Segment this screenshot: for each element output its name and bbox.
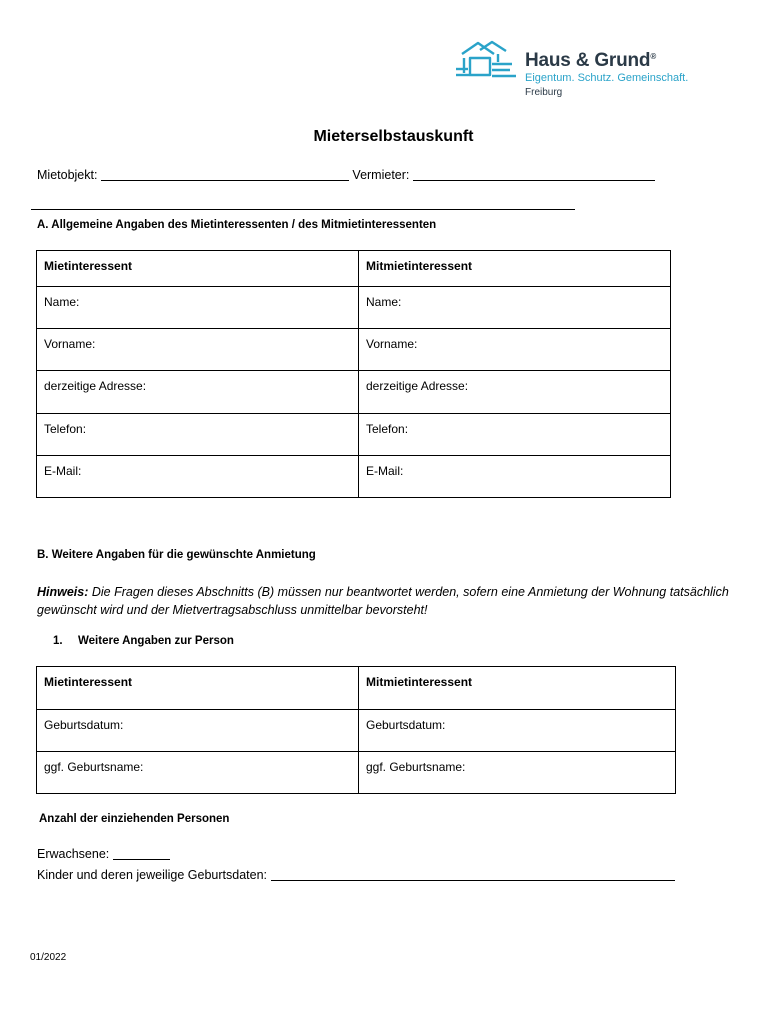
email-field[interactable]: E-Mail: xyxy=(37,456,359,498)
section-a-heading: A. Allgemeine Angaben des Mietinteressenten / des Mitmietinteressenten xyxy=(37,219,437,231)
table-row xyxy=(37,329,671,371)
table-row xyxy=(37,371,671,414)
co-telefon-field[interactable]: Telefon: xyxy=(359,414,671,456)
co-vorname-field[interactable]: Vorname: xyxy=(359,329,671,371)
name-field[interactable]: Name: xyxy=(37,287,359,329)
persons-heading: Anzahl der einziehenden Personen xyxy=(39,813,230,825)
birthname-field[interactable]: ggf. Geburtsname: xyxy=(37,752,359,794)
table-row xyxy=(37,456,671,498)
co-birthname-field[interactable]: ggf. Geburtsname: xyxy=(359,752,676,794)
adults-field[interactable] xyxy=(113,847,170,860)
vermieter-label: Vermieter: xyxy=(352,168,410,182)
table-header-row xyxy=(37,251,671,287)
vermieter-field[interactable] xyxy=(413,168,655,181)
section-b-table xyxy=(36,666,676,794)
subsection-1-number: 1. xyxy=(53,635,63,647)
co-name-field[interactable]: Name: xyxy=(359,287,671,329)
subsection-1-title: Weitere Angaben zur Person xyxy=(78,635,234,647)
object-line xyxy=(37,168,655,182)
logo-city: Freiburg xyxy=(525,87,563,98)
co-address-field[interactable]: derzeitige Adresse: xyxy=(359,371,671,414)
logo-brand-name: Haus & Grund® xyxy=(525,50,657,71)
table-header-row xyxy=(37,667,676,710)
vorname-field[interactable]: Vorname: xyxy=(37,329,359,371)
table-row xyxy=(37,414,671,456)
adults-line xyxy=(37,847,170,861)
col-header-mietinteressent: Mietinteressent xyxy=(37,251,359,287)
co-birthdate-field[interactable]: Geburtsdatum: xyxy=(359,710,676,752)
children-line xyxy=(37,868,675,882)
telefon-field[interactable]: Telefon: xyxy=(37,414,359,456)
hint-paragraph xyxy=(37,583,768,619)
address-field[interactable]: derzeitige Adresse: xyxy=(37,371,359,414)
col-header-mitmietinteressent: Mitmietinteressent xyxy=(359,251,671,287)
children-field[interactable] xyxy=(271,868,675,881)
brand-logo xyxy=(454,40,694,102)
house-logo-icon xyxy=(454,40,520,84)
section-b-heading: B. Weitere Angaben für die gewünschte Anmietung xyxy=(37,549,316,561)
subsection-1-heading xyxy=(53,635,234,647)
birthdate-field[interactable]: Geburtsdatum: xyxy=(37,710,359,752)
mietobjekt-label: Mietobjekt: xyxy=(37,168,98,182)
table-row xyxy=(37,710,676,752)
col-header-mietinteressent: Mietinteressent xyxy=(37,667,359,710)
children-label: Kinder und deren jeweilige Geburtsdaten: xyxy=(37,868,268,882)
co-email-field[interactable]: E-Mail: xyxy=(359,456,671,498)
logo-slogan: Eigentum. Schutz. Gemeinschaft. xyxy=(525,72,689,84)
col-header-mitmietinteressent: Mitmietinteressent xyxy=(359,667,676,710)
document-title: Mieterselbstauskunft xyxy=(313,128,474,145)
version-footer: 01/2022 xyxy=(30,952,67,963)
hint-label: Hinweis: xyxy=(37,585,89,599)
mietobjekt-field[interactable] xyxy=(101,168,349,181)
section-a-table xyxy=(36,250,671,498)
table-row xyxy=(37,752,676,794)
address-continuation-field[interactable] xyxy=(31,209,575,210)
table-row xyxy=(37,287,671,329)
adults-label: Erwachsene: xyxy=(37,847,110,861)
hint-text: Die Fragen dieses Abschnitts (B) müssen nur beantwortet werden, sofern eine Anmietung der Wohnung tatsächlich gewünscht wird und der Mietvertragsabschluss unmittelbar bevorsteht! xyxy=(37,585,729,617)
